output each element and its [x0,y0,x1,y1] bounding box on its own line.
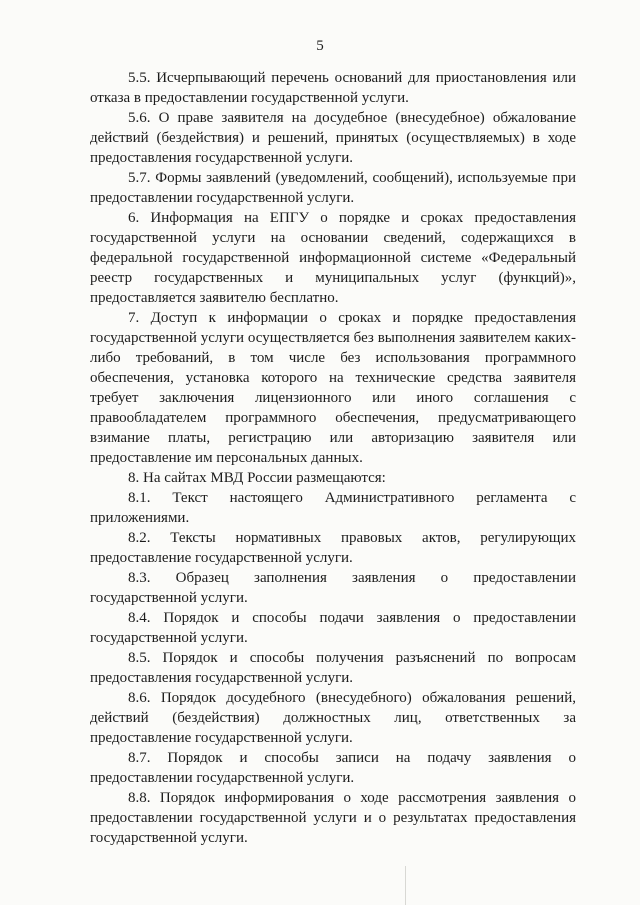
paragraph-8-8: 8.8. Порядок информирования о ходе рассмотрения заявления о предоставлении государственной услуги и о результатах предоставления государственной услуги. [90,790,576,846]
scan-artifact-line [405,866,406,905]
paragraph-8-2: 8.2. Тексты нормативных правовых актов, регулирующих предоставление государственной услуги. [90,530,576,566]
page-number: 5 [316,38,324,54]
paragraph-8-4: 8.4. Порядок и способы подачи заявления о предоставлении государственной услуги. [90,610,576,646]
paragraph-5-5: 5.5. Исчерпывающий перечень оснований для приостановления или отказа в предоставлении государственной услуги. [90,70,576,106]
paragraph-7: 7. Доступ к информации о сроках и порядке предоставления государственной услуги осуществляется без выполнения заявителем каких-либо требований, в том числе без использования программного обеспечения, установка которого на технические средства заявителя требует заключения лицензионного или иного соглашения с правообладателем программного обеспечения, предусматривающего взимание платы, регистрацию или авторизацию заявителя или предоставление им персональных данных. [90,310,576,466]
paragraph-5-6: 5.6. О праве заявителя на досудебное (внесудебное) обжалование действий (бездействия) и решений, принятых (осуществляемых) в ходе предоставления государственной услуги. [90,110,576,166]
document-body [90,68,576,848]
paragraph-8-7: 8.7. Порядок и способы записи на подачу заявления о предоставлении государственной услуги. [90,750,576,786]
paragraph-8-5: 8.5. Порядок и способы получения разъяснений по вопросам предоставления государственной услуги. [90,650,576,686]
paragraph-5-7: 5.7. Формы заявлений (уведомлений, сообщений), используемые при предоставлении государственной услуги. [90,170,576,206]
paragraph-8-3: 8.3. Образец заполнения заявления о предоставлении государственной услуги. [90,570,576,606]
paragraph-6: 6. Информация на ЕПГУ о порядке и сроках предоставления государственной услуги на основании сведений, содержащихся в федеральной государственной информационной системе «Федеральный реестр государственных и муниципальных услуг (функций)», предоставляется заявителю бесплатно. [90,210,576,306]
paragraph-8: 8. На сайтах МВД России размещаются: [128,470,386,486]
paragraph-8-1: 8.1. Текст настоящего Административного регламента с приложениями. [90,490,576,526]
paragraph-8-6: 8.6. Порядок досудебного (внесудебного) обжалования решений, действий (бездействия) должностных лиц, ответственных за предоставление государственной услуги. [90,690,576,746]
